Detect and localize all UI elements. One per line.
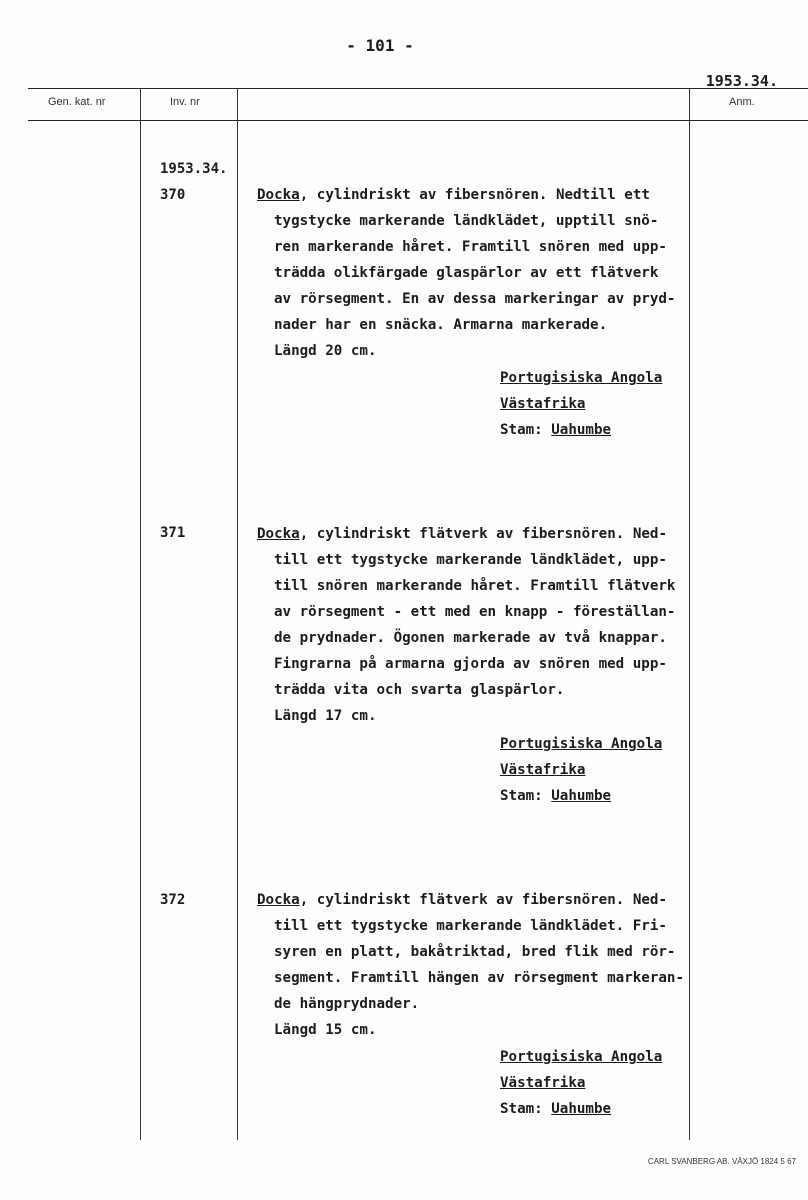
description-line: till snören markerande håret. Framtill flätverk [274,578,676,594]
tribe-label: Stam: [500,788,552,804]
description-line: ren markerande håret. Framtill snören med upp- [274,239,667,255]
length-line: Längd 15 cm. [274,1022,377,1038]
origin-region: Portugisiska Angola [500,736,663,752]
inv-number: 371 [160,525,186,541]
printer-mark: CARL SVANBERG AB. VÄXJÖ 1824 5 67 [647,1157,796,1166]
entry-description [257,887,697,1043]
origin-area: Västafrika [500,396,586,412]
origin-area: Västafrika [500,1075,586,1091]
column-divider-inv-text [237,88,238,1140]
column-header-anm: Anm. [729,96,755,108]
description-line: till ett tygstycke markerande ländklädet. Fri- [274,918,667,934]
description-line: av rörsegment. En av dessa markeringar av pryd- [274,291,676,307]
description-line [257,521,697,547]
object-name: Docka [257,187,300,203]
description-line: till ett tygstycke markerande ländklädet, upp- [274,552,667,568]
tribe-line [500,417,662,443]
tribe-name: Uahumbe [551,788,612,804]
column-divider-gen-inv [140,88,141,1140]
object-name: Docka [257,892,300,908]
length-line: Längd 17 cm. [274,708,377,724]
description-line: de prydnader. Ögonen markerade av två knappar. [274,630,667,646]
description-line: nader har en snäcka. Armarna markerade. [274,317,608,333]
description-line: de hängprydnader. [274,996,420,1012]
tribe-label: Stam: [500,422,552,438]
entry-description [257,521,697,729]
description-line: trädda vita och svarta glaspärlor. [274,682,565,698]
tribe-label: Stam: [500,1101,552,1117]
description-line: trädda olikfärgade glaspärlor av ett flätverk [274,265,659,281]
description-line [257,182,697,208]
tribe-line [500,783,662,809]
description-text: , cylindriskt av fibersnören. Nedtill ett [299,187,650,203]
header-year: 1953.34. [705,72,778,90]
origin-area: Västafrika [500,762,586,778]
column-header-gen-kat: Gen. kat. nr [48,96,106,108]
description-line: syren en platt, bakåtriktad, bred flik med rör- [274,944,676,960]
tribe-name: Uahumbe [551,422,612,438]
inv-number: 372 [160,892,186,908]
origin-block [500,1044,662,1122]
entry-description [257,182,697,364]
tribe-name: Uahumbe [551,1101,612,1117]
table-header-rule [28,120,808,121]
origin-region: Portugisiska Angola [500,370,663,386]
inv-number: 370 [160,187,186,203]
origin-region: Portugisiska Angola [500,1049,663,1065]
object-name: Docka [257,526,300,542]
description-text: , cylindriskt flätverk av fibersnören. Ned- [299,892,668,908]
section-year: 1953.34. [160,161,228,177]
table-top-rule [28,88,808,89]
description-text: , cylindriskt flätverk av fibersnören. Ned- [299,526,668,542]
description-line [257,887,697,913]
tribe-line [500,1096,662,1122]
description-line: segment. Framtill hängen av rörsegment markeran- [274,970,684,986]
length-line: Längd 20 cm. [274,343,377,359]
column-header-inv: Inv. nr [170,96,200,108]
description-line: tygstycke markerande ländklädet, upptill snö- [274,213,659,229]
origin-block [500,365,662,443]
page-number: - 101 - [346,36,414,55]
origin-block [500,731,662,809]
description-line: av rörsegment - ett med en knapp - föreställan- [274,604,676,620]
description-line: Fingrarna på armarna gjorda av snören med upp- [274,656,667,672]
